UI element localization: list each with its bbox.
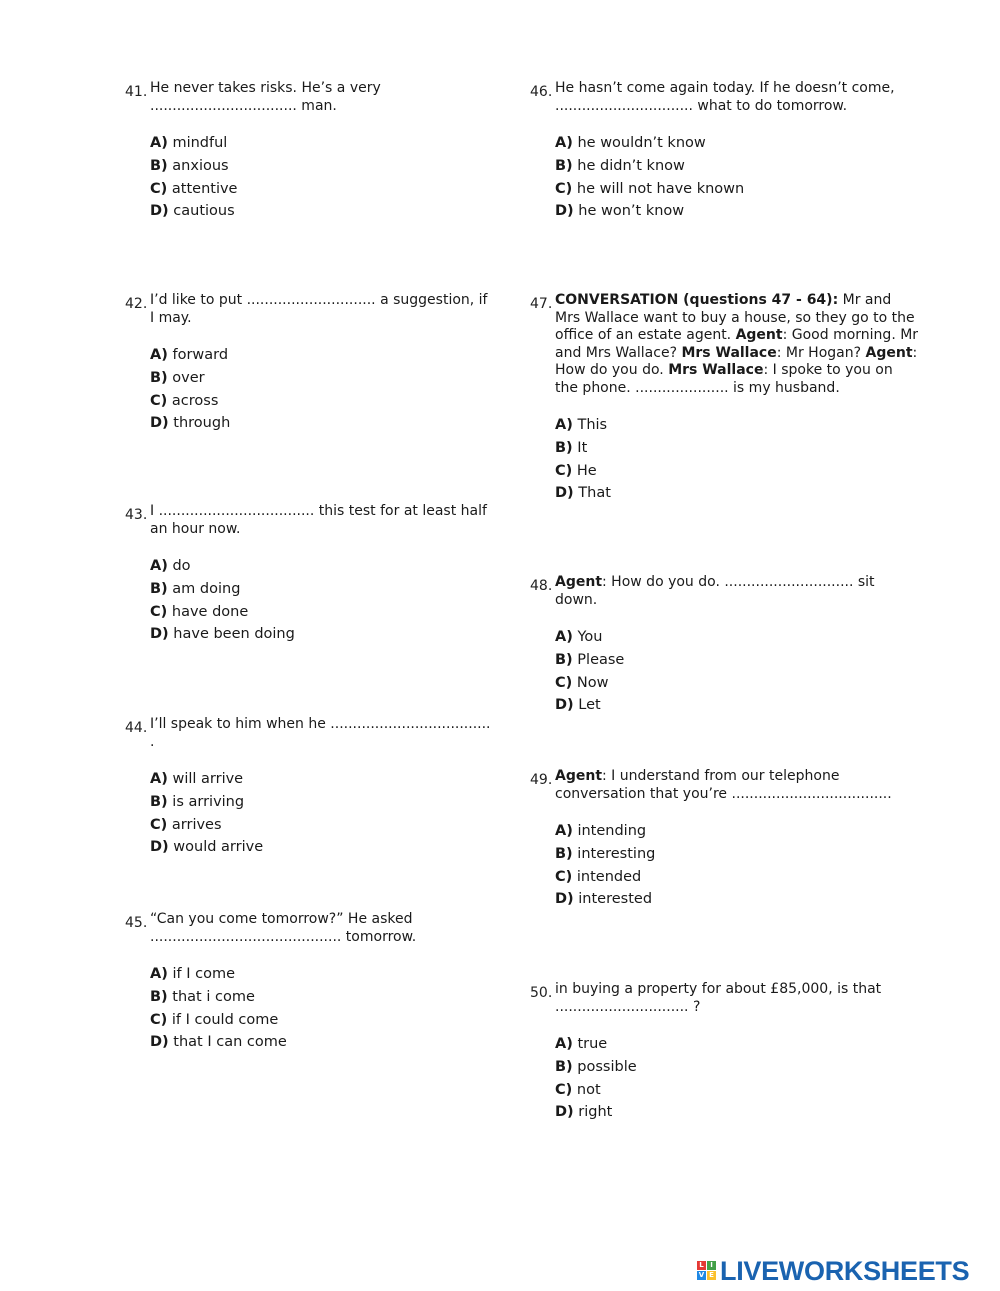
answer-options — [530, 414, 920, 505]
option-text: not — [572, 1081, 601, 1098]
option-text: attentive — [167, 180, 238, 197]
option-text: would arrive — [168, 839, 264, 856]
question-text — [555, 574, 920, 609]
answer-option[interactable] — [555, 155, 920, 178]
answer-option[interactable] — [555, 866, 920, 889]
option-letter: C) — [150, 392, 168, 409]
question-number: 46. — [530, 84, 553, 100]
option-letter: D) — [555, 203, 574, 220]
question-text-segment: : How do you do. — [555, 344, 918, 378]
question-number: 47. — [530, 296, 553, 312]
option-text: that i come — [167, 988, 255, 1005]
answer-option[interactable] — [555, 178, 920, 201]
speaker-label: Agent — [555, 768, 603, 784]
answer-option[interactable] — [150, 963, 495, 986]
answer-option[interactable] — [150, 814, 495, 837]
option-letter: C) — [150, 1011, 168, 1028]
speaker-label: Agent — [735, 327, 783, 343]
question-text: I’d like to put ............................. a suggestion, if I may. — [150, 292, 488, 326]
answer-option[interactable] — [555, 200, 920, 223]
question-text-segment: : Good morning. Mr and Mrs Wallace? — [555, 327, 919, 361]
question-text: I’ll speak to him when he .................................... . — [150, 716, 491, 750]
question-text-segment: : Mr Hogan? — [776, 344, 866, 361]
answer-option[interactable] — [150, 390, 495, 413]
option-text: Let — [573, 697, 601, 714]
option-letter: B) — [555, 1058, 573, 1075]
speaker-label: CONVERSATION (questions 47 - 64): — [555, 292, 839, 308]
option-text: forward — [167, 347, 229, 363]
question-stem — [125, 292, 495, 327]
question-43 — [125, 503, 495, 646]
question-number: 49. — [530, 772, 553, 788]
question-number: 48. — [530, 578, 553, 594]
option-letter: A) — [150, 966, 168, 982]
question-41 — [125, 80, 495, 223]
option-letter: C) — [555, 180, 573, 197]
option-text: You — [572, 629, 603, 645]
option-letter: C) — [555, 462, 573, 479]
liveworksheets-logo-icon — [697, 1261, 717, 1281]
answer-options — [125, 963, 495, 1054]
question-text-segment: : I spoke to you on the phone. ..................... is my husband. — [555, 362, 893, 396]
answer-option[interactable] — [555, 414, 920, 437]
question-stem — [125, 716, 495, 751]
question-stem — [530, 981, 920, 1016]
question-number: 44. — [125, 720, 148, 736]
option-letter: A) — [150, 135, 168, 151]
option-text: cautious — [168, 203, 235, 220]
option-text: over — [167, 369, 205, 386]
speaker-label: Agent — [865, 344, 913, 361]
option-letter: B) — [150, 157, 168, 174]
speaker-label: Agent — [555, 574, 603, 590]
answer-option[interactable] — [555, 482, 920, 505]
option-letter: C) — [150, 603, 168, 620]
logo-letter: E — [707, 1271, 716, 1280]
option-letter: A) — [555, 629, 573, 645]
option-letter: A) — [150, 347, 168, 363]
answer-option[interactable] — [555, 437, 920, 460]
question-number: 50. — [530, 985, 553, 1001]
speaker-label: Mrs Wallace — [668, 362, 764, 378]
option-letter: A) — [555, 135, 573, 151]
option-letter: D) — [555, 891, 574, 908]
option-letter: D) — [150, 626, 169, 643]
answer-option[interactable] — [555, 132, 920, 155]
option-text: possible — [572, 1058, 637, 1075]
option-text: mindful — [167, 135, 228, 151]
answer-option[interactable] — [555, 1101, 920, 1124]
question-text — [555, 768, 920, 803]
option-text: he didn’t know — [572, 157, 685, 174]
question-text: I ................................... this test for at least half an hour now. — [150, 503, 487, 537]
option-text: do — [167, 558, 191, 574]
option-text: he will not have known — [572, 180, 745, 197]
option-letter: B) — [150, 793, 168, 810]
option-text: through — [168, 415, 231, 432]
option-text: he wouldn’t know — [572, 135, 706, 151]
answer-option[interactable] — [150, 1031, 495, 1054]
option-text: he won’t know — [573, 203, 685, 220]
question-stem — [125, 503, 495, 538]
answer-options — [530, 132, 920, 223]
answer-option[interactable] — [555, 694, 920, 717]
answer-options — [125, 132, 495, 223]
option-letter: C) — [555, 1081, 573, 1098]
question-text — [555, 292, 920, 397]
answer-option[interactable] — [150, 601, 495, 624]
logo-letter: L — [697, 1261, 706, 1270]
option-text: have done — [167, 603, 249, 620]
question-text-segment: : I understand from our telephone conversation that you’re .................................... — [555, 768, 892, 802]
question-stem — [125, 80, 495, 115]
option-letter: B) — [150, 988, 168, 1005]
answer-option[interactable] — [150, 791, 495, 814]
option-letter: A) — [555, 1036, 573, 1052]
option-text: am doing — [167, 580, 241, 597]
option-text: arrives — [167, 816, 222, 833]
question-text-segment: Mr and Mrs Wallace want to buy a house, so they go to the office of an estate agent. — [555, 292, 915, 343]
answer-option[interactable] — [150, 344, 495, 367]
answer-options — [125, 344, 495, 435]
option-letter: B) — [555, 845, 573, 862]
question-46 — [530, 80, 920, 223]
answer-option[interactable] — [555, 843, 920, 866]
answer-option[interactable] — [150, 412, 495, 435]
question-stem — [530, 80, 920, 115]
option-letter: A) — [150, 771, 168, 787]
option-letter: B) — [150, 369, 168, 386]
answer-option[interactable] — [555, 888, 920, 911]
question-45 — [125, 911, 495, 1054]
question-stem — [530, 768, 920, 803]
option-text: intended — [572, 868, 642, 885]
option-text: interested — [573, 891, 653, 908]
answer-option[interactable] — [150, 367, 495, 390]
answer-option[interactable] — [150, 836, 495, 859]
question-number: 45. — [125, 915, 148, 931]
option-letter: B) — [555, 651, 573, 668]
question-number: 43. — [125, 507, 148, 523]
answer-option[interactable] — [555, 672, 920, 695]
answer-option[interactable] — [150, 132, 495, 155]
answer-option[interactable] — [150, 986, 495, 1009]
option-letter: A) — [150, 558, 168, 574]
option-text: It — [572, 439, 588, 456]
liveworksheets-brand — [697, 1255, 969, 1287]
option-letter: D) — [150, 839, 169, 856]
question-44 — [125, 716, 495, 859]
question-49 — [530, 768, 920, 911]
option-text: if I come — [167, 966, 235, 982]
logo-letter: V — [698, 1271, 705, 1279]
answer-option[interactable] — [555, 1079, 920, 1102]
question-42 — [125, 292, 495, 435]
answer-option[interactable] — [150, 178, 495, 201]
option-letter: A) — [555, 823, 573, 839]
option-letter: A) — [555, 417, 573, 433]
option-letter: D) — [555, 485, 574, 502]
answer-options — [530, 820, 920, 911]
answer-option[interactable] — [150, 768, 495, 791]
answer-option[interactable] — [555, 626, 920, 649]
logo-letter: I — [707, 1261, 716, 1270]
answer-option[interactable] — [555, 649, 920, 672]
answer-option[interactable] — [150, 155, 495, 178]
question-stem — [530, 292, 920, 397]
answer-options — [125, 768, 495, 859]
question-text-segment: : How do you do. ............................. sit down. — [555, 574, 875, 608]
option-letter: B) — [555, 439, 573, 456]
option-text: across — [167, 392, 219, 409]
option-text: right — [573, 1104, 613, 1121]
answer-options — [530, 626, 920, 717]
option-letter: D) — [150, 1034, 169, 1051]
answer-option[interactable] — [555, 1056, 920, 1079]
option-text: interesting — [572, 845, 656, 862]
option-text: That — [573, 485, 611, 502]
question-text: “Can you come tomorrow?” He asked ........................................... tomorrow. — [150, 911, 417, 945]
option-text: He — [572, 462, 597, 479]
answer-option[interactable] — [555, 460, 920, 483]
answer-options — [125, 555, 495, 646]
option-text: will arrive — [167, 771, 244, 787]
option-text: if I could come — [167, 1011, 279, 1028]
option-text: This — [572, 417, 608, 433]
option-text: that I can come — [168, 1034, 287, 1051]
speaker-label: Mrs Wallace — [681, 344, 777, 361]
question-48 — [530, 574, 920, 717]
option-text: is arriving — [167, 793, 245, 810]
brand-wordmark: LIVEWORKSHEETS — [720, 1255, 970, 1286]
answer-option[interactable] — [150, 578, 495, 601]
option-letter: C) — [150, 816, 168, 833]
question-number: 41. — [125, 84, 148, 100]
option-text: intending — [572, 823, 647, 839]
question-stem — [125, 911, 495, 946]
question-47 — [530, 292, 920, 505]
option-text: true — [572, 1036, 608, 1052]
option-letter: D) — [150, 415, 169, 432]
option-letter: D) — [555, 697, 574, 714]
question-text: He hasn’t come again today. If he doesn’t come, ............................... what to do tomorrow. — [555, 80, 895, 114]
option-text: Please — [572, 651, 625, 668]
option-letter: D) — [555, 1104, 574, 1121]
answer-option[interactable] — [150, 555, 495, 578]
answer-option[interactable] — [150, 623, 495, 646]
answer-option[interactable] — [555, 820, 920, 843]
option-letter: C) — [150, 180, 168, 197]
question-50 — [530, 981, 920, 1124]
question-text: in buying a property for about £85,000, is that .............................. ? — [555, 981, 882, 1015]
option-text: have been doing — [168, 626, 295, 643]
option-letter: C) — [555, 674, 573, 691]
answer-option[interactable] — [150, 200, 495, 223]
option-letter: D) — [150, 203, 169, 220]
answer-option[interactable] — [555, 1033, 920, 1056]
question-stem — [530, 574, 920, 609]
option-text: anxious — [167, 157, 229, 174]
answer-option[interactable] — [150, 1009, 495, 1032]
option-letter: C) — [555, 868, 573, 885]
question-number: 42. — [125, 296, 148, 312]
answer-options — [530, 1033, 920, 1124]
option-text: Now — [572, 674, 609, 691]
question-text: He never takes risks. He’s a very ................................. man. — [150, 80, 381, 114]
option-letter: B) — [150, 580, 168, 597]
option-letter: B) — [555, 157, 573, 174]
